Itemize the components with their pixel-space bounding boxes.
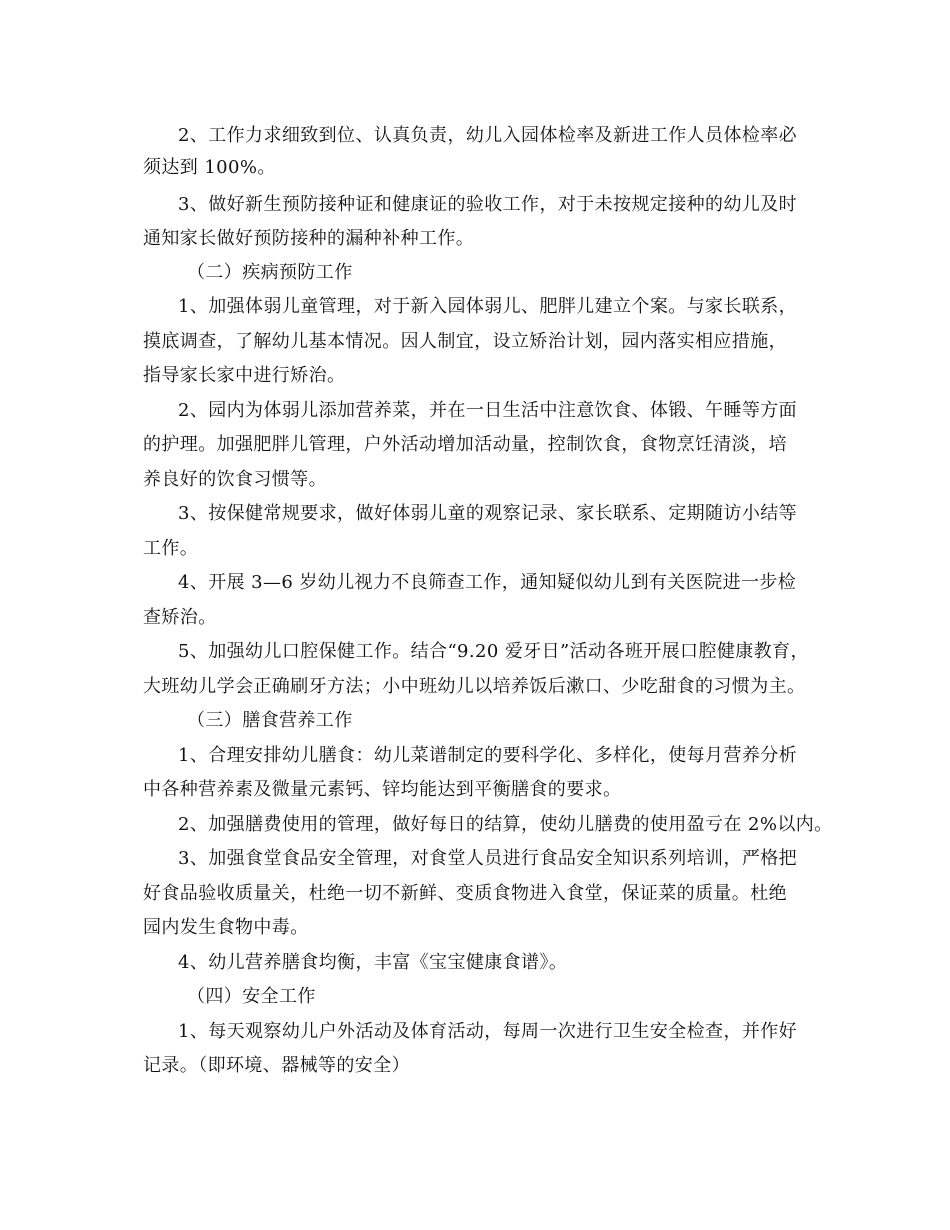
paragraph-line: 3、做好新生预防接种证和健康证的验收工作，对于未按规定接种的幼儿及时 — [178, 194, 798, 215]
paragraph-line: 摸底调查，了解幼儿基本情况。因人制宜，设立矫治计划，园内落实相应措施， — [143, 331, 787, 352]
paragraph-line: 2、园内为体弱儿添加营养菜，并在一日生活中注意饮食、体锻、午睡等方面 — [178, 400, 798, 421]
paragraph-line: 2、加强膳费使用的管理，做好每日的结算，使幼儿膳费的使用盈亏在 2%以内。 — [178, 814, 833, 835]
paragraph-line: 的护理。加强肥胖儿管理，户外活动增加活动量，控制饮食，食物烹饪清淡，培 — [143, 434, 787, 455]
paragraph-line: 记录。（即环境、器械等的安全） — [143, 1055, 410, 1076]
section-heading: （四）安全工作 — [187, 986, 316, 1007]
paragraph-line: 中各种营养素及微量元素钙、锌均能达到平衡膳食的要求。 — [143, 779, 622, 800]
paragraph-line: 1、加强体弱儿童管理，对于新入园体弱儿、肥胖儿建立个案。与家长联系， — [178, 296, 798, 317]
paragraph-line: 查矫治。 — [143, 607, 217, 628]
paragraph-line: 5、加强幼儿口腔保健工作。结合“9.20 爱牙日”活动各班开展口腔健康教育， — [178, 641, 809, 662]
paragraph-line: 3、加强食堂食品安全管理，对食堂人员进行食品安全知识系列培训，严格把 — [178, 848, 798, 869]
section-heading: （三）膳食营养工作 — [187, 710, 353, 731]
paragraph-line: 大班幼儿学会正确刷牙方法；小中班幼儿以培养饭后漱口、少吃甜食的习惯为主。 — [143, 676, 806, 697]
paragraph-line: 养良好的饮食习惯等。 — [143, 469, 327, 490]
paragraph-line: 1、合理安排幼儿膳食：幼儿菜谱制定的要科学化、多样化，使每月营养分析 — [178, 745, 798, 766]
paragraph-line: 园内发生食物中毒。 — [143, 917, 309, 938]
paragraph-line: 通知家长做好预防接种的漏种补种工作。 — [143, 228, 475, 249]
paragraph-line: 工作。 — [143, 538, 199, 559]
paragraph-line: 须达到 100%。 — [143, 157, 276, 178]
section-heading: （二）疾病预防工作 — [187, 262, 353, 283]
paragraph-line: 4、幼儿营养膳食均衡，丰富《宝宝健康食谱》。 — [178, 952, 568, 973]
paragraph-line: 2、工作力求细致到位、认真负责，幼儿入园体检率及新进工作人员体检率必 — [178, 125, 798, 146]
paragraph-line: 3、按保健常规要求，做好体弱儿童的观察记录、家长联系、定期随访小结等 — [178, 503, 798, 524]
paragraph-line: 4、开展 3—6 岁幼儿视力不良筛查工作，通知疑似幼儿到有关医院进一步检 — [178, 572, 797, 593]
paragraph-line: 好食品验收质量关，杜绝一切不新鲜、变质食物进入食堂，保证菜的质量。杜绝 — [143, 883, 787, 904]
paragraph-line: 1、每天观察幼儿户外活动及体育活动，每周一次进行卫生安全检查，并作好 — [178, 1021, 798, 1042]
paragraph-line: 指导家长家中进行矫治。 — [143, 365, 346, 386]
